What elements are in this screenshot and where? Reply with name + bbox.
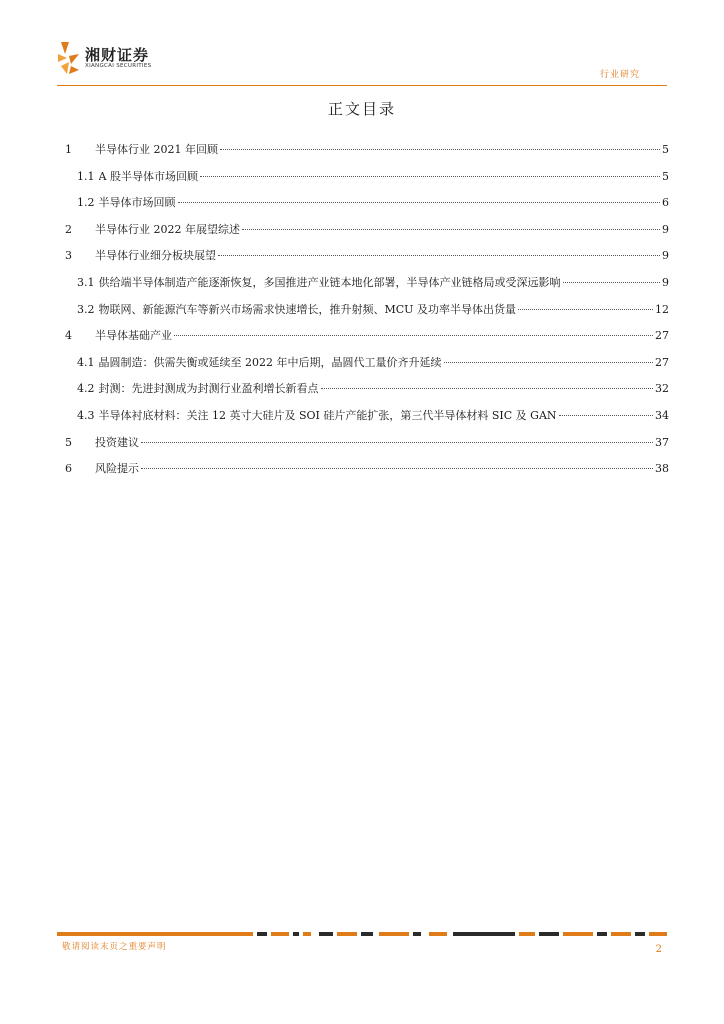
toc-entry-number: 3 (65, 249, 72, 263)
toc-entry-number: 4.1 (77, 355, 95, 369)
toc-entry[interactable] (57, 141, 669, 168)
toc-entry[interactable] (57, 247, 669, 274)
toc-entry[interactable] (57, 380, 669, 407)
header-divider (57, 85, 667, 86)
toc-leader-dots (242, 229, 660, 230)
toc-leader-dots (321, 388, 654, 389)
toc-entry-number: 3.2 (77, 302, 95, 316)
toc-leader-dots (559, 415, 653, 416)
footer-decorative-bar (57, 932, 667, 936)
toc-entry-page: 32 (655, 382, 669, 396)
toc-entry-number: 3.1 (77, 275, 95, 289)
toc-leader-dots (563, 282, 661, 283)
toc-entry-title: 半导体基础产业 (95, 329, 172, 343)
toc-leader-dots (141, 442, 653, 443)
toc-entry-page: 9 (662, 275, 669, 289)
toc-entry-page: 12 (655, 302, 669, 316)
toc-entry-title: 半导体市场回顾 (98, 196, 176, 210)
toc-entry-title: 投资建议 (95, 435, 139, 449)
toc-entry-page: 5 (662, 169, 669, 183)
toc-entry-title: 风险提示 (95, 462, 139, 476)
toc-entry-number: 1.2 (77, 196, 95, 210)
toc-entry-number: 1.1 (77, 169, 95, 183)
toc-entry[interactable] (57, 301, 669, 328)
toc-entry-number: 5 (65, 435, 72, 449)
toc-leader-dots (218, 255, 660, 256)
toc-leader-dots (518, 309, 653, 310)
brand-name: 湘财证券 (85, 46, 150, 64)
toc-entry-page: 27 (655, 355, 669, 369)
toc-entry[interactable] (57, 221, 669, 248)
toc-entry-page: 6 (662, 196, 669, 210)
toc-entry-number: 6 (65, 462, 72, 476)
toc-entry-page: 37 (655, 435, 669, 449)
brand-subtitle: XIANGCAI SECURITIES (85, 63, 152, 69)
toc-entry-title: 半导体衬底材料：关注 12 英寸大硅片及 SOI 硅片产能扩张，第三代半导体材料 SIC 及 GAN (98, 408, 557, 422)
toc-entry-page: 9 (662, 249, 669, 263)
table-of-contents (57, 141, 669, 487)
footer-disclaimer: 敬请阅读末页之重要声明 (62, 942, 167, 952)
toc-title: 正文目录 (327, 100, 396, 118)
toc-entry-page: 27 (655, 329, 669, 343)
brand-logo (57, 40, 177, 76)
toc-leader-dots (174, 335, 653, 336)
toc-entry-page: 38 (655, 462, 669, 476)
toc-entry[interactable] (57, 460, 669, 487)
toc-entry-title: 半导体行业 2021 年回顾 (95, 143, 218, 156)
toc-entry[interactable] (57, 194, 669, 221)
toc-entry-page: 34 (655, 408, 669, 422)
toc-entry-title: A 股半导体市场回顾 (98, 169, 198, 183)
toc-entry[interactable] (57, 168, 669, 195)
toc-entry-title: 半导体行业细分板块展望 (95, 249, 216, 263)
toc-entry-page: 9 (662, 222, 669, 236)
toc-entry-number: 4.2 (77, 382, 95, 396)
toc-entry[interactable] (57, 434, 669, 461)
toc-entry-number: 4.3 (77, 408, 95, 422)
toc-leader-dots (178, 202, 661, 203)
toc-entry-title: 物联网、新能源汽车等新兴市场需求快速增长，推升射频、MCU 及功率半导体出货量 (98, 302, 516, 316)
toc-entry-page: 5 (662, 143, 669, 156)
toc-entry-title: 晶圆制造：供需失衡或延续至 2022 年中后期，晶圆代工量价齐升延续 (98, 355, 442, 369)
toc-entry-number: 2 (65, 222, 72, 236)
toc-leader-dots (220, 149, 660, 150)
toc-entry[interactable] (57, 274, 669, 301)
toc-leader-dots (141, 468, 653, 469)
brand-mark-icon (57, 40, 83, 76)
toc-entry-number: 1 (65, 143, 72, 156)
page-number: 2 (655, 944, 662, 955)
report-category: 行业研究 (599, 70, 640, 80)
toc-entry-title: 封测：先进封测成为封测行业盈利增长新看点 (98, 382, 319, 396)
toc-leader-dots (444, 362, 654, 363)
toc-entry-title: 半导体行业 2022 年展望综述 (95, 222, 240, 236)
toc-entry[interactable] (57, 354, 669, 381)
toc-entry-number: 4 (65, 329, 72, 343)
toc-entry[interactable] (57, 407, 669, 434)
toc-entry-title: 供给端半导体制造产能逐渐恢复，多国推进产业链本地化部署，半导体产业链格局或受深远影响 (98, 275, 561, 289)
toc-leader-dots (200, 176, 660, 177)
toc-entry[interactable] (57, 327, 669, 354)
